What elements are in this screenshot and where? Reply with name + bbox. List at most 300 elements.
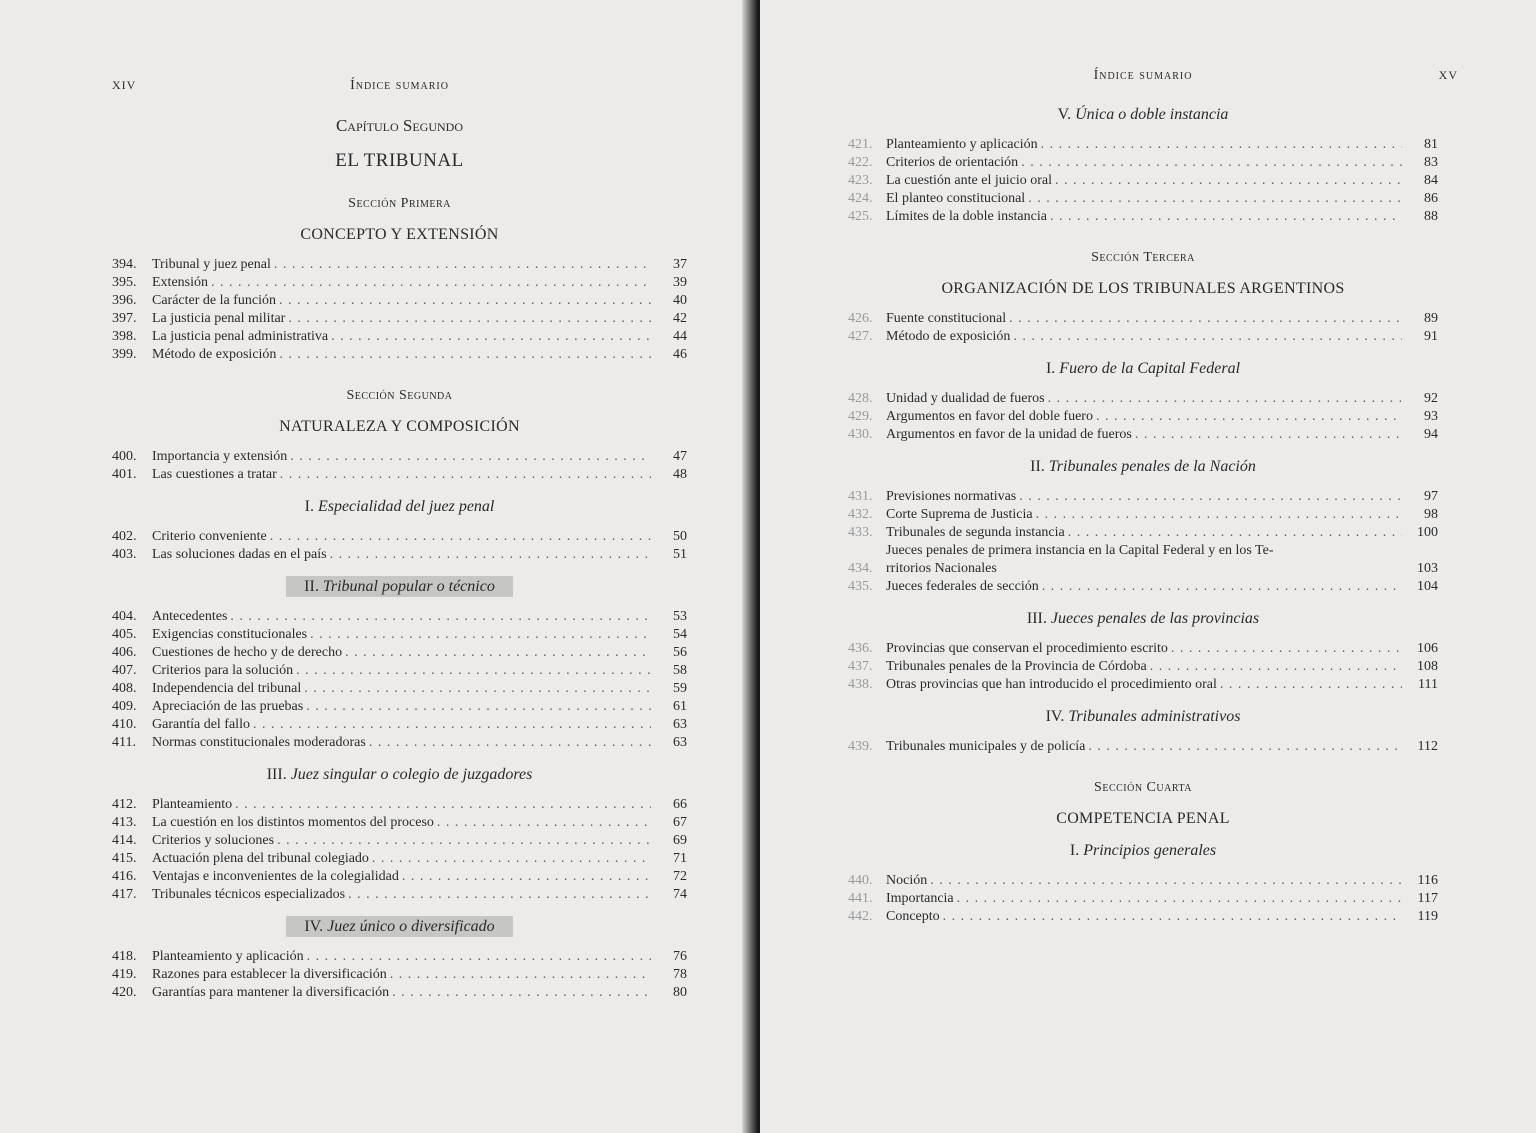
entry-number: 403.: [112, 547, 137, 562]
entry-title: Exigencias constitucionales: [152, 627, 308, 642]
entry-title: Apreciación de las pruebas: [152, 699, 304, 714]
toc-entry: [112, 680, 687, 698]
leader-dots: [307, 948, 651, 966]
toc-entry: [848, 154, 1438, 172]
leader-dots: [277, 832, 651, 850]
toc-entry: [112, 698, 687, 716]
entry-number: 404.: [112, 609, 137, 624]
leader-dots: [1220, 676, 1402, 694]
entry-page: 88: [1424, 209, 1438, 224]
left-page: [0, 0, 750, 1133]
subsection-numeral: IV.: [1045, 708, 1065, 725]
entry-number: 407.: [112, 663, 137, 678]
leader-dots: [279, 346, 651, 364]
toc-entry: [112, 448, 687, 466]
entry-page: 98: [1424, 507, 1438, 522]
entry-page: 71: [673, 851, 687, 866]
subsection-title: Principios generales: [1083, 842, 1217, 859]
subsection-numeral: IV.: [304, 918, 324, 935]
leader-dots: [1048, 390, 1402, 408]
entry-number: 395.: [112, 275, 137, 290]
entry-page: 108: [1417, 659, 1438, 674]
entry-title: Provincias que conservan el procedimiento escrito: [886, 641, 1168, 656]
leader-dots: [306, 698, 651, 716]
leader-dots: [280, 466, 651, 484]
subsection-title: Tribunal popular o técnico: [322, 578, 495, 595]
leader-dots: [930, 872, 1402, 890]
toc-entry: [112, 274, 687, 292]
entry-title: [886, 542, 1402, 578]
entry-page: 100: [1417, 525, 1438, 540]
toc-entry: [848, 136, 1438, 154]
entry-page: 58: [673, 663, 687, 678]
subsection-title: Jueces penales de las provincias: [1050, 610, 1260, 627]
entry-number: 394.: [112, 257, 137, 272]
entry-title: Planteamiento y aplicación: [886, 137, 1038, 152]
entry-number: 401.: [112, 467, 137, 482]
entry-number: 418.: [112, 949, 137, 964]
toc-entry: [848, 676, 1438, 694]
entry-page: 48: [673, 467, 687, 482]
entry-page: 66: [673, 797, 687, 812]
entry-number: 410.: [112, 717, 137, 732]
toc-entry: [112, 528, 687, 546]
subsection-title: Tribunales administrativos: [1068, 708, 1241, 725]
subsection-heading: [848, 610, 1438, 628]
entry-title: Importancia: [886, 891, 954, 906]
entry-number: 399.: [112, 347, 137, 362]
leader-dots: [1021, 154, 1402, 172]
entry-number: 431.: [848, 489, 873, 504]
toc-entry: [848, 640, 1438, 658]
entry-page: 40: [673, 293, 687, 308]
subsection-numeral: III.: [1026, 610, 1047, 627]
toc-entry: [112, 966, 687, 984]
subsection-wrap: [1046, 708, 1241, 725]
entry-page: 72: [673, 869, 687, 884]
entry-page: 46: [673, 347, 687, 362]
entry-list: [848, 390, 1438, 444]
entry-page: 106: [1417, 641, 1438, 656]
entry-title: Jueces federales de sección: [886, 579, 1039, 594]
entry-list: [112, 448, 687, 484]
subsection-title: Fuero de la Capital Federal: [1059, 360, 1241, 377]
entry-page: 61: [673, 699, 687, 714]
leader-dots: [1042, 578, 1402, 596]
entry-number: 425.: [848, 209, 873, 224]
entry-title: Criterios y soluciones: [152, 833, 275, 848]
entry-page: 103: [1417, 561, 1438, 576]
leader-dots: [288, 310, 651, 328]
entry-page: 89: [1424, 311, 1438, 326]
running-head: [112, 78, 687, 102]
entry-page: 91: [1424, 329, 1438, 344]
leader-dots: [304, 680, 651, 698]
entry-title: Actuación plena del tribunal colegiado: [152, 851, 369, 866]
leader-dots: [290, 448, 651, 466]
entry-title: Cuestiones de hecho y de derecho: [152, 645, 343, 660]
entry-number: 398.: [112, 329, 137, 344]
entry-page: 50: [673, 529, 687, 544]
subsection-heading: [848, 106, 1438, 124]
toc-entry: [112, 292, 687, 310]
entry-title: Unidad y dualidad de fueros: [886, 391, 1045, 406]
leader-dots: [1055, 172, 1402, 190]
entry-number: 405.: [112, 627, 137, 642]
leader-dots: [279, 292, 651, 310]
leader-dots: [1036, 506, 1402, 524]
toc-entry: [112, 948, 687, 966]
leader-dots: [330, 546, 651, 564]
leader-dots: [253, 716, 651, 734]
toc-entry: [848, 738, 1438, 756]
leader-dots: [1171, 640, 1402, 658]
subsection-wrap: [1070, 842, 1216, 859]
entry-number: 417.: [112, 887, 137, 902]
toc-entry: [112, 626, 687, 644]
entry-title: Concepto: [886, 909, 940, 924]
subsection-title: Única o doble instancia: [1075, 106, 1229, 123]
leader-dots: [211, 274, 651, 292]
entry-number: 420.: [112, 985, 137, 1000]
running-title: Índice sumario: [350, 78, 449, 93]
leader-dots: [1150, 658, 1402, 676]
entry-number: 434.: [848, 561, 873, 576]
entry-page: 84: [1424, 173, 1438, 188]
entry-number: 441.: [848, 891, 873, 906]
subsection-title: Tribunales penales de la Nación: [1048, 458, 1256, 475]
entry-title: Criterios de orientación: [886, 155, 1019, 170]
subsection-heading: [112, 918, 687, 936]
leader-dots: [1028, 190, 1402, 208]
entry-page: 117: [1417, 891, 1438, 906]
entry-title: La cuestión ante el juicio oral: [886, 173, 1052, 188]
entry-number: 419.: [112, 967, 137, 982]
leader-dots: [1050, 208, 1402, 226]
toc-entry: [848, 328, 1438, 346]
entry-number: 426.: [848, 311, 873, 326]
leader-dots: [392, 984, 651, 1002]
entry-number: 433.: [848, 525, 873, 540]
toc-entry: [112, 608, 687, 626]
subsection-heading: [112, 578, 687, 596]
entry-page: 81: [1424, 137, 1438, 152]
entry-number: 427.: [848, 329, 873, 344]
leader-dots: [1088, 738, 1402, 756]
entry-number: 416.: [112, 869, 137, 884]
entry-page: 54: [673, 627, 687, 642]
entry-list: [848, 136, 1438, 226]
entry-title: Tribunales técnicos especializados: [152, 887, 346, 902]
subsection-wrap: [1058, 106, 1229, 123]
entry-title: Otras provincias que han introducido el procedimiento oral: [886, 677, 1217, 692]
subsection-numeral: II.: [304, 578, 319, 595]
chapter-heading: Capítulo Segundo: [335, 116, 464, 135]
subsection-numeral: V.: [1057, 106, 1072, 123]
toc-entry: [112, 662, 687, 680]
leader-dots: [437, 814, 651, 832]
toc-entry: [112, 466, 687, 484]
section-title: COMPETENCIA PENAL: [1056, 810, 1230, 827]
entry-title: Razones para establecer la diversificación: [152, 967, 387, 982]
toc-entry: [848, 310, 1438, 328]
toc-entry: [112, 546, 687, 564]
entry-title: Garantía del fallo: [152, 717, 250, 732]
entry-list: [112, 608, 687, 752]
toc-entry: [112, 256, 687, 274]
subsection-numeral: I.: [1069, 842, 1080, 859]
entry-number: 437.: [848, 659, 873, 674]
entry-list: [848, 310, 1438, 346]
entry-title: Límites de la doble instancia: [886, 209, 1047, 224]
entry-page: 47: [673, 449, 687, 464]
entry-title: Importancia y extensión: [152, 449, 288, 464]
leader-dots: [1009, 310, 1402, 328]
entry-number: 411.: [112, 735, 136, 750]
toc-entry: [848, 658, 1438, 676]
entry-number: 406.: [112, 645, 137, 660]
entry-number: 423.: [848, 173, 873, 188]
right-blocks: [848, 106, 1438, 926]
entry-title: Método de exposición: [152, 347, 277, 362]
entry-page: 39: [673, 275, 687, 290]
entry-number: 438.: [848, 677, 873, 692]
entry-number: 413.: [112, 815, 137, 830]
entry-title: Tribunales de segunda instancia: [886, 525, 1065, 540]
toc-entry: [112, 850, 687, 868]
subsection-wrap: [1027, 610, 1259, 627]
toc-entry: [112, 644, 687, 662]
toc-entry: [848, 390, 1438, 408]
entry-number: 409.: [112, 699, 137, 714]
entry-title-line: rritorios Nacionales: [886, 561, 997, 576]
left-blocks: [112, 196, 687, 1002]
toc-entry: [848, 488, 1438, 506]
entry-page: 92: [1424, 391, 1438, 406]
entry-title: Criterios para la solución: [152, 663, 294, 678]
entry-list: [848, 640, 1438, 694]
leader-dots: [296, 662, 651, 680]
toc-entry: [112, 814, 687, 832]
entry-number: 432.: [848, 507, 873, 522]
toc-entry: [112, 346, 687, 364]
leader-dots: [943, 908, 1402, 926]
toc-entry: [112, 310, 687, 328]
entry-title: La justicia penal administrativa: [152, 329, 329, 344]
leader-dots: [270, 528, 651, 546]
toc-entry: [848, 506, 1438, 524]
entry-number: 435.: [848, 579, 873, 594]
entry-list: [112, 528, 687, 564]
entry-page: 53: [673, 609, 687, 624]
entry-title: Independencia del tribunal: [152, 681, 302, 696]
entry-list: [848, 872, 1438, 926]
leader-dots: [348, 886, 651, 904]
subsection-heading: [848, 842, 1438, 860]
leader-dots: [235, 796, 651, 814]
subsection-title: Juez único o diversificado: [327, 918, 495, 935]
entry-page: 83: [1424, 155, 1438, 170]
entry-number: 440.: [848, 873, 873, 888]
running-title: Índice sumario: [1093, 68, 1193, 83]
toc-entry: [848, 524, 1438, 542]
entry-page: 76: [673, 949, 687, 964]
section-heading: Sección Primera: [348, 196, 451, 211]
entry-number: 436.: [848, 641, 873, 656]
entry-title: Argumentos en favor del doble fuero: [886, 409, 1093, 424]
entry-title: Tribunales penales de la Provincia de Córdoba: [886, 659, 1147, 674]
left-page-content: [112, 78, 687, 1002]
entry-title: Previsiones normativas: [886, 489, 1017, 504]
leader-dots: [372, 850, 651, 868]
entry-title-line: Jueces penales de primera instancia en la Capital Federal y en los Te-: [886, 543, 1274, 558]
toc-entry: [848, 542, 1438, 578]
entry-list: [112, 796, 687, 904]
toc-entry: [112, 832, 687, 850]
subsection-numeral: III.: [266, 766, 287, 783]
entry-page: 56: [673, 645, 687, 660]
page-number: XIV: [112, 78, 137, 92]
entry-number: 424.: [848, 191, 873, 206]
entry-page: 111: [1418, 677, 1438, 692]
entry-title: Las soluciones dadas en el país: [152, 547, 327, 562]
entry-page: 42: [673, 311, 687, 326]
toc-entry: [112, 886, 687, 904]
entry-number: 422.: [848, 155, 873, 170]
entry-page: 97: [1424, 489, 1438, 504]
toc-entry: [112, 796, 687, 814]
entry-page: 44: [673, 329, 687, 344]
toc-entry: [848, 426, 1438, 444]
entry-number: 408.: [112, 681, 137, 696]
entry-list: [112, 256, 687, 364]
entry-title: La cuestión en los distintos momentos del proceso: [152, 815, 434, 830]
entry-title: Las cuestiones a tratar: [152, 467, 277, 482]
entry-title: Antecedentes: [152, 609, 228, 624]
toc-entry: [848, 908, 1438, 926]
section-title: NATURALEZA Y COMPOSICIÓN: [279, 418, 520, 435]
entry-page: 67: [673, 815, 687, 830]
entry-title: Normas constitucionales moderadoras: [152, 735, 366, 750]
leader-dots: [1096, 408, 1402, 426]
entry-number: 439.: [848, 739, 873, 754]
entry-page: 93: [1424, 409, 1438, 424]
section-title: CONCEPTO Y EXTENSIÓN: [300, 226, 499, 243]
entry-page: 80: [673, 985, 687, 1000]
section-heading: Sección Segunda: [346, 388, 453, 403]
entry-number: 397.: [112, 311, 137, 326]
toc-entry: [112, 328, 687, 346]
subsection-wrap: [305, 498, 495, 515]
entry-title: El planteo constitucional: [886, 191, 1026, 206]
entry-title: Planteamiento y aplicación: [152, 949, 304, 964]
subsection-heading: [848, 360, 1438, 378]
leader-dots: [1068, 524, 1402, 542]
entry-page: 69: [673, 833, 687, 848]
entry-page: 94: [1424, 427, 1438, 442]
entry-page: 116: [1417, 873, 1438, 888]
leader-dots: [274, 256, 651, 274]
toc-entry: [112, 716, 687, 734]
leader-dots: [1013, 328, 1402, 346]
entry-page: 74: [673, 887, 687, 902]
running-head: [848, 68, 1458, 92]
entry-number: 430.: [848, 427, 873, 442]
toc-entry: [848, 578, 1438, 596]
entry-title: Tribunal y juez penal: [152, 257, 271, 272]
page-number: XV: [1438, 68, 1458, 82]
toc-entry: [112, 734, 687, 752]
subsection-heading: [848, 458, 1438, 476]
entry-page: 78: [673, 967, 687, 982]
subsection-heading: [112, 766, 687, 784]
right-page-content: [848, 68, 1458, 926]
entry-title: Criterio conveniente: [152, 529, 267, 544]
entry-number: 402.: [112, 529, 137, 544]
entry-title: Método de exposición: [886, 329, 1011, 344]
entry-title: Carácter de la función: [152, 293, 276, 308]
entry-number: 428.: [848, 391, 873, 406]
leader-dots: [369, 734, 651, 752]
entry-page: 119: [1417, 909, 1438, 924]
entry-page: 86: [1424, 191, 1438, 206]
leader-dots: [390, 966, 651, 984]
entry-title: Ventajas e inconvenientes de la colegialidad: [152, 869, 399, 884]
entry-list: [112, 948, 687, 1002]
leader-dots: [310, 626, 651, 644]
entry-number: 396.: [112, 293, 137, 308]
subsection-wrap: [267, 766, 533, 783]
leader-dots: [1041, 136, 1402, 154]
entry-number: 415.: [112, 851, 137, 866]
toc-entry: [112, 868, 687, 886]
part-heading: EL TRIBUNAL: [335, 150, 464, 171]
entry-number: 400.: [112, 449, 137, 464]
subsection-wrap: [286, 916, 512, 937]
subsection-numeral: I.: [1045, 360, 1056, 377]
leader-dots: [230, 608, 651, 626]
subsection-wrap: [1030, 458, 1256, 475]
entry-page: 104: [1417, 579, 1438, 594]
entry-number: 421.: [848, 137, 873, 152]
entry-number: 412.: [112, 797, 137, 812]
entry-page: 112: [1417, 739, 1438, 754]
entry-list: [848, 738, 1438, 756]
entry-number: 414.: [112, 833, 137, 848]
toc-entry: [848, 408, 1438, 426]
entry-title: Extensión: [152, 275, 208, 290]
toc-entry: [848, 172, 1438, 190]
entry-title: Noción: [886, 873, 928, 888]
entry-page: 37: [673, 257, 687, 272]
leader-dots: [957, 890, 1402, 908]
entry-title: La justicia penal militar: [152, 311, 286, 326]
entry-list: [848, 488, 1438, 596]
leader-dots: [345, 644, 651, 662]
entry-page: 51: [673, 547, 687, 562]
toc-entry: [848, 190, 1438, 208]
section-title: ORGANIZACIÓN DE LOS TRIBUNALES ARGENTINOS: [941, 280, 1345, 297]
toc-entry: [848, 872, 1438, 890]
entry-title: Tribunales municipales y de policía: [886, 739, 1086, 754]
entry-page: 63: [673, 735, 687, 750]
subsection-heading: [112, 498, 687, 516]
subsection-title: Especialidad del juez penal: [317, 498, 495, 515]
subsection-heading: [848, 708, 1438, 726]
entry-page: 63: [673, 717, 687, 732]
entry-title: Argumentos en favor de la unidad de fueros: [886, 427, 1132, 442]
section-heading: Sección Cuarta: [1094, 780, 1192, 795]
